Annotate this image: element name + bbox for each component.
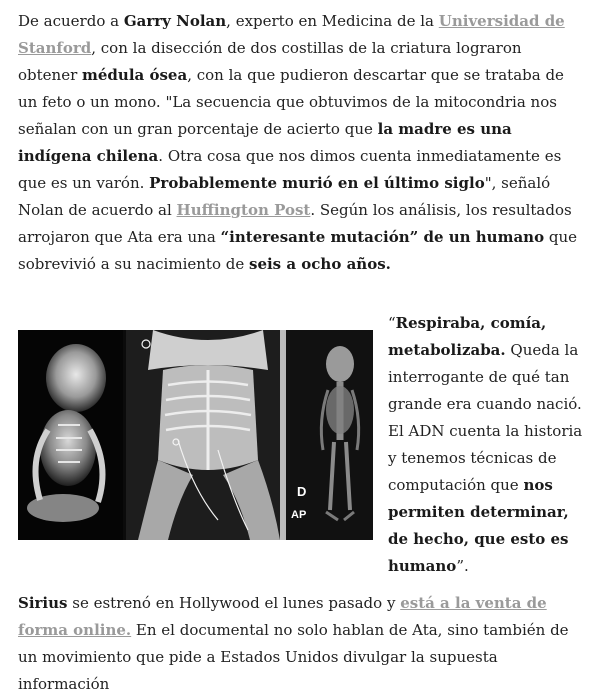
text: que sobrevivió a su nacimiento de: [18, 228, 578, 273]
text: . Otra cosa que nos dimos cuenta inmediatamente es que es un varón.: [18, 147, 562, 192]
torso-skeleton: [126, 330, 284, 540]
paragraph-sirius: [18, 590, 582, 698]
bold-sirius: Sirius: [18, 594, 68, 612]
xray-illustration: [18, 330, 373, 540]
quote-block: [388, 310, 588, 580]
xray-label-ap: AP: [291, 509, 307, 521]
text: . Según los análisis, los resultados arrojaron que Ata era una: [18, 201, 572, 246]
text: ", señaló Nolan de acuerdo al: [18, 174, 551, 219]
bold-mutacion: “interesante mutación” de un humano: [220, 228, 545, 246]
bold-madre: la madre es una indígena chilena: [18, 120, 512, 165]
quote-open: “: [388, 314, 396, 332]
link-huffington-post[interactable]: Huffington Post: [176, 201, 311, 219]
bold-seis-ocho: seis a ocho años.: [249, 255, 391, 273]
text: , con la que pudieron descartar que se trataba de un feto o un mono. "La secuencia que obtuvimos de la mitocondria nos señalan con un gran porcentaje de acierto que: [18, 66, 564, 138]
text: En el documental no solo hablan de Ata, sino también de un movimiento que pide a Estados Unidos divulgar la supuesta información: [18, 621, 569, 693]
text: se estrenó en Hollywood el lunes pasado y: [67, 594, 401, 612]
text: , experto en Medicina de la: [226, 12, 439, 30]
bold-humano: nos permiten determinar, de hecho, que esto es humano: [388, 476, 569, 575]
text: Queda la interrogante de qué tan grande era cuando nació. El ADN cuenta la historia y tenemos técnicas de computación que: [388, 341, 583, 494]
text: De acuerdo a: [18, 12, 124, 30]
bold-respiraba: Respiraba, comía, metabolizaba.: [388, 314, 547, 359]
bold-medula: médula ósea: [82, 66, 188, 84]
text: , con la disección de dos costillas de la criatura lograron obtener: [18, 39, 522, 84]
xray-label-d: D: [297, 484, 307, 499]
bold-murio: Probablemente murió en el último siglo: [149, 174, 485, 192]
quote-close: ”.: [456, 557, 469, 575]
bold-garry-nolan: Garry Nolan: [123, 12, 227, 30]
link-stanford[interactable]: Universidad de Stanford: [18, 12, 565, 57]
paragraph-nolan: [18, 8, 582, 278]
xray-image: [18, 330, 373, 540]
link-venta-online[interactable]: está a la venta de forma online.: [18, 594, 547, 639]
